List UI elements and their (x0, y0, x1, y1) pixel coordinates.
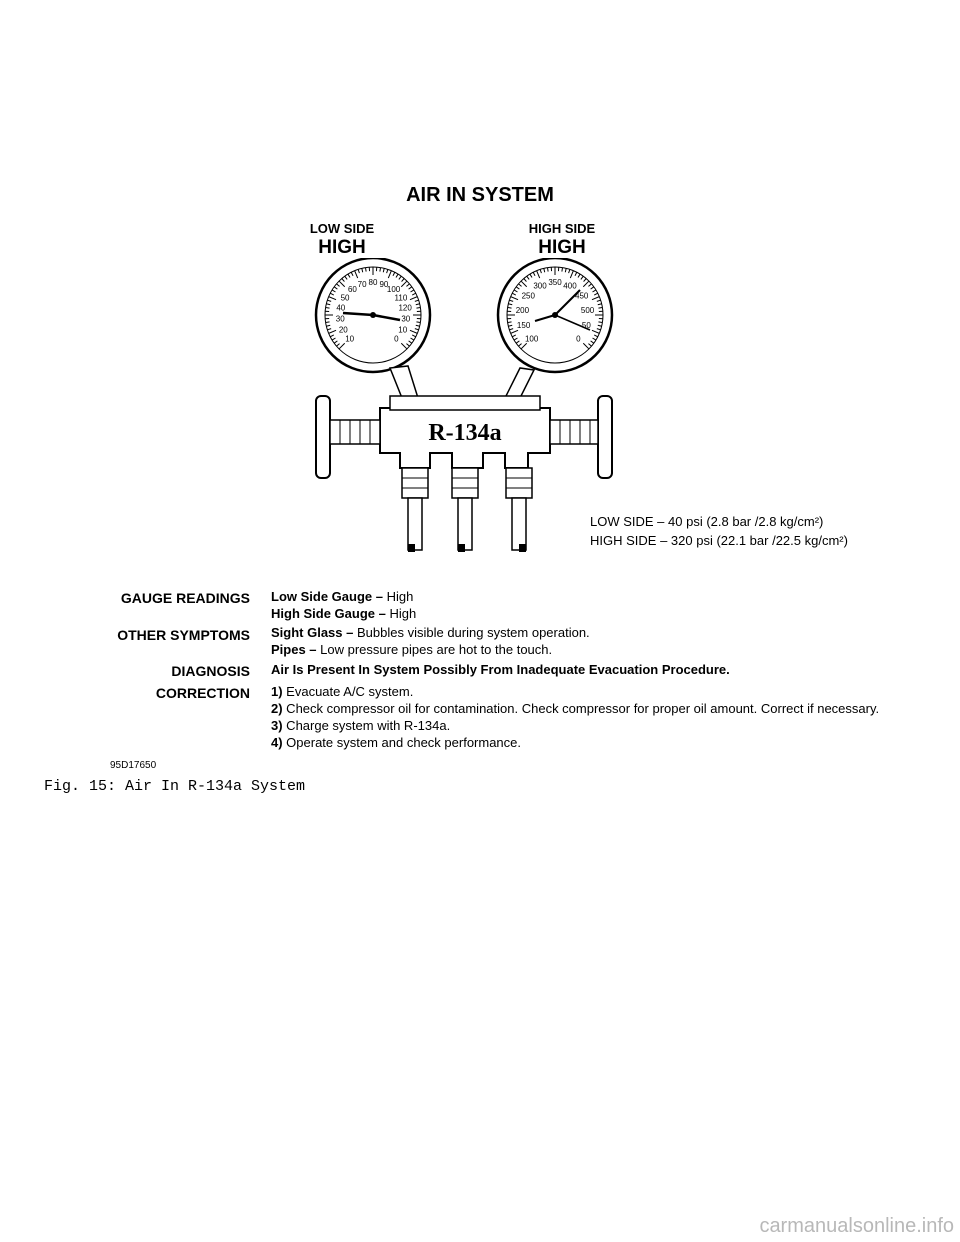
gauge-number: 20 (338, 325, 348, 335)
gauge-number: 120 (398, 303, 412, 313)
diagnosis-text (271, 661, 911, 678)
gauge-tick (416, 307, 420, 308)
figure-caption: Fig. 15: Air In R-134a System (44, 778, 306, 795)
gauge-tick (416, 322, 420, 323)
gauge-number: 350 (548, 278, 562, 287)
low-side-gauge-key: Low Side Gauge – (271, 589, 383, 604)
gauge-number: 10 (398, 325, 408, 335)
step-3-key: 3) (271, 718, 283, 733)
gauge-number: 80 (368, 278, 378, 287)
gauge-tick (598, 322, 602, 323)
gauge-number: 450 (575, 291, 589, 301)
high-side-gauge-value: High (385, 606, 417, 621)
gauge-number: 30 (401, 314, 411, 324)
high-side-reading: HIGH (538, 237, 586, 258)
gauge-tick (562, 268, 563, 272)
pipes-key: Pipes – (271, 642, 317, 657)
gauge-number: 60 (347, 285, 357, 295)
gauge-tick (380, 268, 381, 272)
low-side-gauge-value: High (382, 589, 414, 604)
step-2-key: 2) (271, 701, 283, 716)
gauge-number: 50 (581, 321, 591, 331)
manifold-gauge-diagram (300, 258, 630, 558)
diagnosis-label: DIAGNOSIS (171, 663, 250, 679)
gauge-number: 150 (516, 321, 531, 331)
figure-code: 95D17650 (110, 760, 157, 771)
diagram-title: AIR IN SYSTEM (406, 184, 554, 206)
gauge-number: 100 (386, 285, 401, 295)
legend-high-side: HIGH SIDE – 320 psi (22.1 bar /22.5 kg/cm²) (590, 533, 848, 548)
other-symptoms-text (271, 624, 911, 658)
gauge-number: 0 (576, 334, 581, 344)
legend-low-side: LOW SIDE – 40 psi (2.8 bar /2.8 kg/cm²) (590, 514, 824, 529)
step-4-value: Operate system and check performance. (282, 735, 522, 750)
low-side-label: LOW SIDE (309, 221, 375, 236)
sight-glass-key: Sight Glass – (271, 625, 354, 640)
sight-glass-value: Bubbles visible during system operation. (353, 625, 590, 640)
gauge-readings-label: GAUGE READINGS (120, 590, 250, 606)
gauge-number: 90 (379, 279, 389, 289)
gauge-number: 250 (521, 291, 535, 301)
step-4-key: 4) (271, 735, 283, 750)
gauge-tick (326, 322, 330, 323)
gauge-number: 100 (524, 334, 539, 344)
gauge-readings-text (271, 588, 911, 622)
gauge-number: 400 (563, 281, 577, 291)
gauge-tick (365, 268, 366, 272)
gauge-number: 30 (335, 314, 345, 324)
pipes-value: Low pressure pipes are hot to the touch. (316, 642, 553, 657)
step-1-key: 1) (271, 684, 283, 699)
gauge-number: 300 (533, 281, 547, 291)
gauge-tick (508, 307, 512, 308)
gauge-number: 10 (345, 334, 355, 344)
gauge-number: 50 (340, 293, 350, 303)
low-side-reading: HIGH (318, 237, 366, 258)
gauge-number: 200 (515, 305, 530, 315)
gauge-tick (326, 307, 330, 308)
diagnosis-value: Air Is Present In System Possibly From Inadequate Evacuation Procedure. (271, 662, 730, 677)
gauge-number: 40 (336, 303, 346, 313)
gauge-tick (547, 268, 548, 272)
correction-text (271, 683, 911, 751)
step-1-value: Evacuate A/C system. (282, 684, 414, 699)
gauge-number: 500 (580, 305, 595, 315)
gauge-number: 110 (394, 293, 408, 303)
high-side-gauge (498, 258, 612, 372)
gauge-number: 0 (394, 334, 399, 344)
gauge-number: 70 (357, 279, 367, 289)
high-side-gauge-key: High Side Gauge – (271, 606, 386, 621)
gauge-tick (508, 322, 512, 323)
gauge-tick (598, 307, 602, 308)
low-side-gauge (316, 258, 430, 372)
manifold-label: R-134a (428, 420, 502, 446)
step-3-value: Charge system with R-134a. (282, 718, 451, 733)
other-symptoms-label: OTHER SYMPTOMS (117, 627, 250, 643)
high-side-label: HIGH SIDE (528, 221, 596, 236)
correction-label: CORRECTION (155, 685, 250, 701)
step-2-value: Check compressor oil for contamination. Check compressor for proper oil amount. Correct if necessary. (282, 701, 880, 716)
watermark: carmanualsonline.info (759, 1215, 954, 1237)
